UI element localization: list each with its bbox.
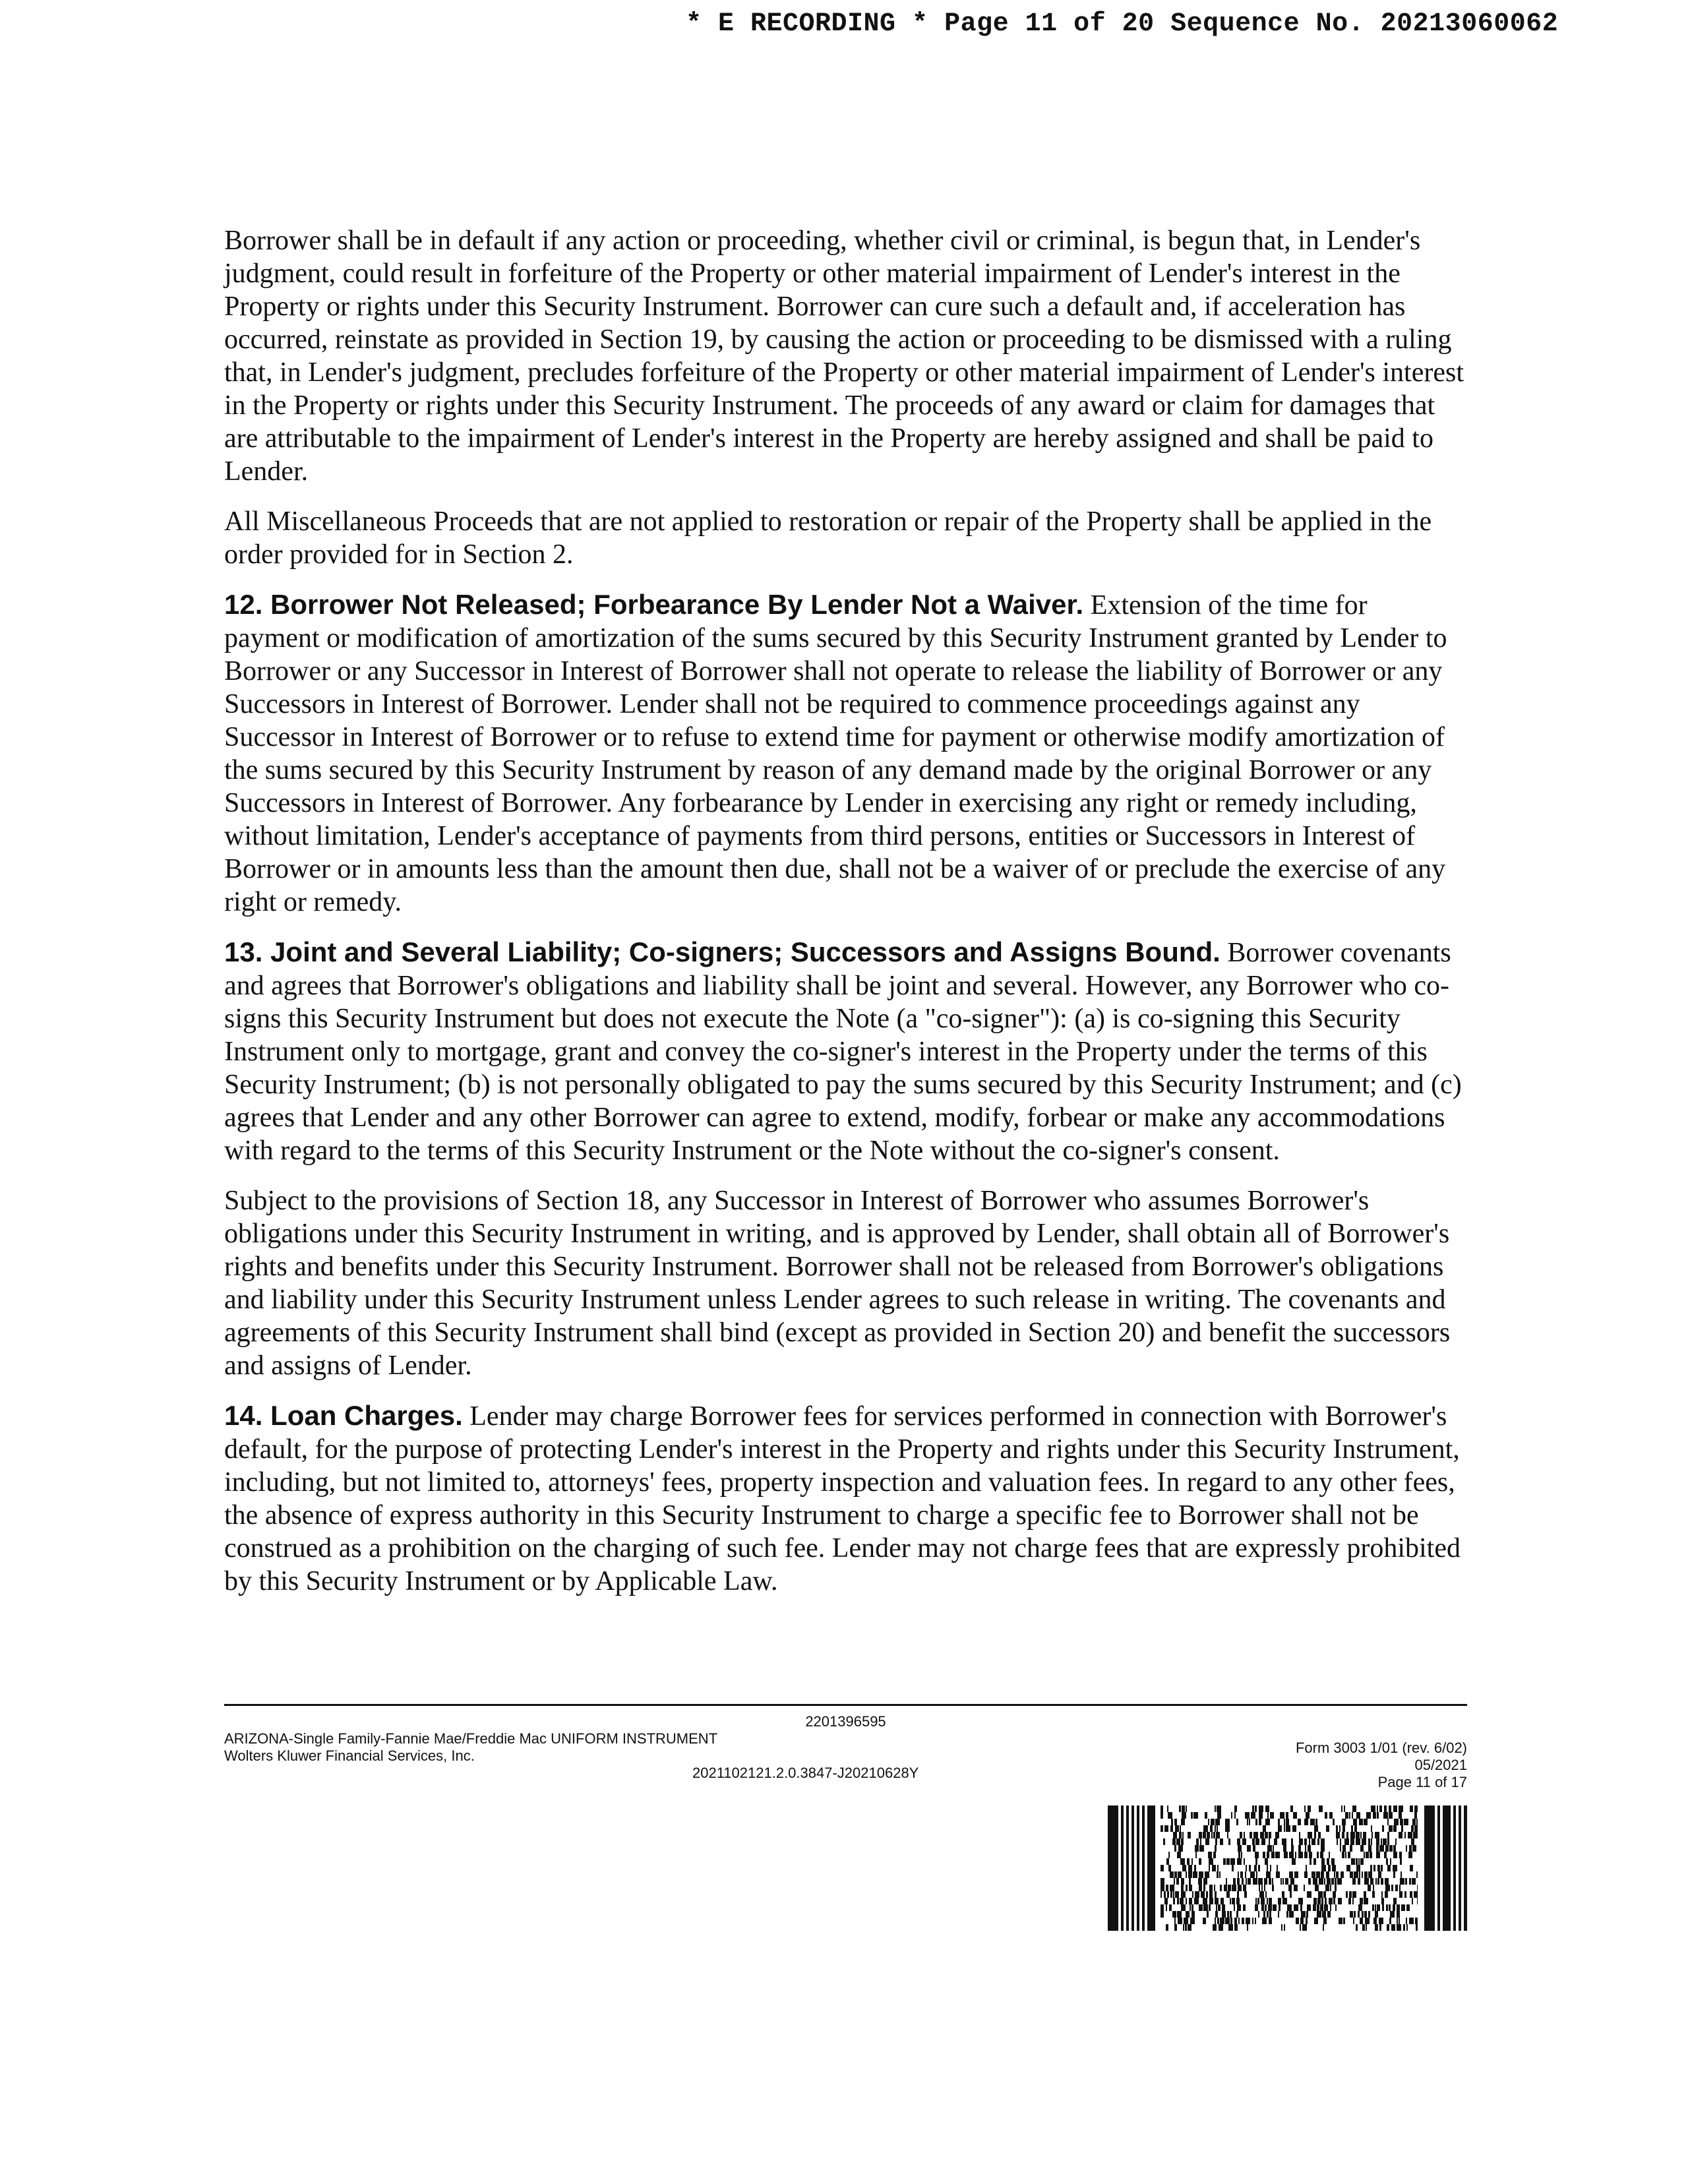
- publisher: Wolters Kluwer Financial Services, Inc.: [224, 1747, 475, 1764]
- section-12-body: Extension of the time for payment or modification of amortization of the sums secured by this Security Instrument granted by Lender to Borrower or any Successor in Interest of Borrower shall not operate to release the liability of Borrower or any Successors in Interest of Borrower. Lender shall not be required to commence proceedings against any Successor in Interest of Borrower or to refuse to extend time for payment or otherwise modify amortization of the sums secured by this Security Instrument by reason of any demand made by the original Borrower or any Successors in Interest of Borrower. Any forbearance by Lender in exercising any right or remedy including, without limitation, Lender's acceptance of payments from third persons, entities or Successors in Interest of Borrower or in amounts less than the amount then due, shall not be a waiver of or preclude the exercise of any right or remedy.: [224, 590, 1447, 917]
- paragraph-successors: Subject to the provisions of Section 18, any Successor in Interest of Borrower who assumes Borrower's obligations under this Security Instrument in writing, and is approved by Lender, shall obtain all of Borrower's rights and benefits under this Security Instrument. Borrower shall not be released from Borrower's obligations and liability under this Security Instrument unless Lender agrees to such release in writing. The covenants and agreements of this Security Instrument shall bind (except as provided in Section 20) and benefit the successors and assigns of Lender.: [224, 1186, 1451, 1381]
- barcode-icon: [1108, 1805, 1467, 1931]
- section-13-body: Borrower covenants and agrees that Borrower's obligations and liability shall be joint and several. However, any Borrower who co-signs this Security Instrument but does not execute the Note (a "co-signer"): (a) is co-signing this Security Instrument only to mortgage, grant and convey the co-signer's interest in the Property under the terms of this Security Instrument; (b) is not personally obligated to pay the sums secured by this Security Instrument; and (c) agrees that Lender and any other Borrower can agree to extend, modify, forbear or make any accommodations with regard to the terms of this Security Instrument or the Note without the co-signer's consent.: [224, 938, 1462, 1166]
- recording-header: * E RECORDING * Page 11 of 20 Sequence No. 20213060062: [686, 9, 1559, 39]
- section-14-body: Lender may charge Borrower fees for services performed in connection with Borrower's default, for the purpose of protecting Lender's interest in the Property and rights under this Security Instrument, including, but not limited to, attorneys' fees, property inspection and valuation fees. In regard to any other fees, the absence of express authority in this Security Instrument to charge a specific fee to Borrower shall not be construed as a prohibition on the charging of such fee. Lender may not charge fees that are expressly prohibited by this Security Instrument or by Applicable Law.: [224, 1401, 1461, 1596]
- page-label: Page 11 of 17: [1377, 1774, 1467, 1790]
- section-13: [224, 936, 1467, 1167]
- paragraph-miscellaneous-proceeds: All Miscellaneous Proceeds that are not applied to restoration or repair of the Property shall be applied in the order provided for in Section 2.: [224, 506, 1432, 570]
- section-14: [224, 1399, 1467, 1598]
- paragraph-default-forfeiture: Borrower shall be in default if any action or proceeding, whether civil or criminal, is begun that, in Lender's judgment, could result in forfeiture of the Property or other material impairment of Lender's interest in the Property or rights under this Security Instrument. Borrower can cure such a default and, if acceleration has occurred, reinstate as provided in Section 19, by causing the action or proceeding to be dismissed with a ruling that, in Lender's judgment, precludes forfeiture of the Property or other material impairment of Lender's interest in the Property or rights under this Security Instrument. The proceeds of any award or claim for damages that are attributable to the impairment of Lender's interest in the Property are hereby assigned and shall be paid to Lender.: [224, 226, 1464, 487]
- form-number: Form 3003 1/01 (rev. 6/02): [1295, 1740, 1467, 1756]
- loan-number: 2201396595: [805, 1713, 886, 1730]
- document-code: 2021102121.2.0.3847-J20210628Y: [692, 1765, 919, 1781]
- section-12-heading: 12. Borrower Not Released; Forbearance By Lender Not a Waiver.: [224, 589, 1084, 620]
- section-12: [224, 588, 1467, 919]
- document-body: [224, 224, 1467, 1615]
- footer-divider: [224, 1704, 1467, 1706]
- page-footer: [224, 1713, 1467, 1792]
- instrument-title: ARIZONA-Single Family-Fannie Mae/Freddie Mac UNIFORM INSTRUMENT: [224, 1730, 718, 1747]
- section-13-heading: 13. Joint and Several Liability; Co-signers; Successors and Assigns Bound.: [224, 936, 1221, 967]
- form-date: 05/2021: [1414, 1757, 1467, 1773]
- section-14-heading: 14. Loan Charges.: [224, 1400, 463, 1431]
